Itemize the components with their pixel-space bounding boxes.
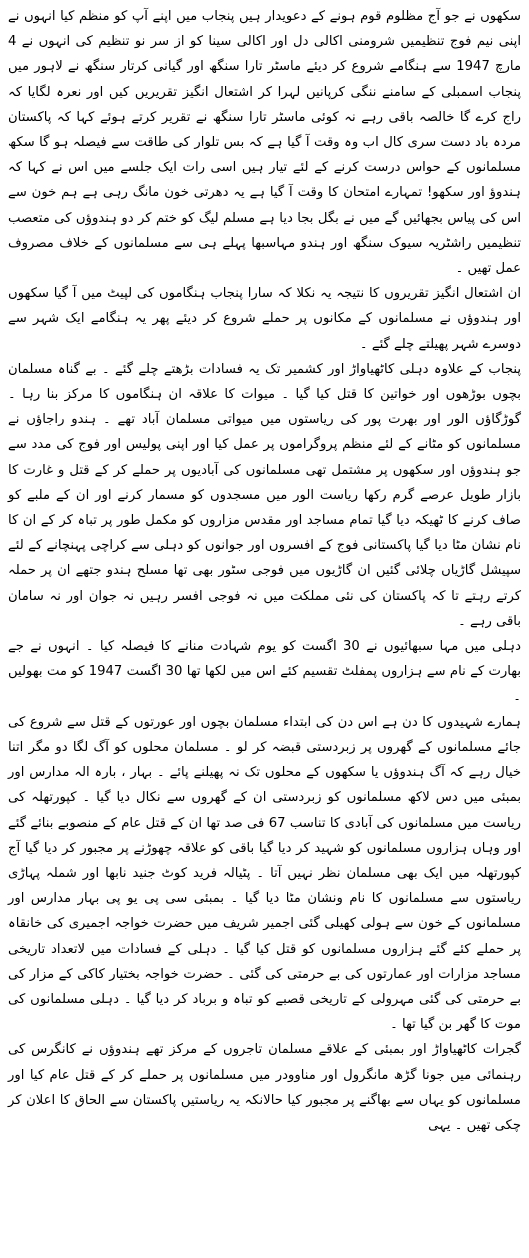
paragraph-martyrs-day: ہمارے شہیدوں کا دن ہے اس دن کی ابتداء مسلمان بچوں اور عورتوں کے قتل سے شروع کی جائے مسلمانوں کے گھروں پر زبردستی قبضہ کر لو ۔ مسلمان محلوں کو آگ لگا دو مگر اتنا خیال رہے کہ آگ ہندوؤں یا سکھوں کے محلوں تک نہ پھیلنے پائے ۔ بہار ، بارہ الہ مدارس اور بمبئی میں دس لاکھ مسلمانوں کو زبردستی ان کے گھروں سے نکال دیا گیا ۔ کپورتھلہ کی ریاست میں مسلمانوں کی آبادی کا تناسب 67 فی صد تھا ان کے قتل عام کے منصوبے بنائے گئے اور وہاں ہزاروں مسلمانوں کو شہید کر دیا گیا باقی کو علاقہ چھوڑنے پر مجبور کر دیا گیا آج کپورتھلہ میں ایک بھی مسلمان نظر نہیں آتا ۔ پٹیالہ فرید کوٹ جنید نابھا اور شملہ پہاڑی ریاستوں سے مسلمانوں کا نام ونشان مٹا دیا گیا ۔ بمبئی سی پی یو پی بہار مدارس اور مسلمانوں کے خون سے ہولی کھیلی گئی اجمیر شریف میں حضرت خواجہ اجمیری کی خانقاہ پر حملے کئے گئے ہزاروں مسلمانوں کو قتل کیا گیا ۔ دہلی کے فسادات میں لاتعداد تاریخی مساجد مزارات اور عمارتوں کی بے حرمتی کی گئی ۔ حضرت خواجہ بختیار کاکی کے مزار کی بے حرمتی کی گئی مہرولی کے تاریخی قصبے کو تباہ و برباد کر دیا گیا ۔ دہلی مسلمانوں کی موت کا گھر بن گیا تھا ۔	[8, 714, 522, 1033]
paragraph-delhi-pamphlets: دہلی میں مہا سبھائیوں نے 30 اگست کو یوم شہادت منانے کا فیصلہ کیا ۔ انہوں نے جے بھارت کے نام سے ہزاروں پمفلٹ تقسیم کئے اس میں لکھا تھا 30 اگست 1947 کو مت بھولیں ۔	[8, 639, 522, 705]
paragraph-gujarat: گجرات کاٹھیاواڑ اور بمبئی کے علاقے مسلمان تاجروں کے مرکز تھے ہندوؤں نے کانگرس کی رہنمائی میں جونا گڑھ مانگرول اور مناوودر میں مسلمانوں پر حملے کر کے قتل عام کیا اور مسلمانوں کو یہاں سے بھاگنے پر مجبور کیا حالانکہ یہ ریاستیں پاکستان سے الحاق کا اعلان کر چکی تھیں ۔ یہی	[8, 1042, 521, 1133]
paragraph-sikh-organization: سکھوں نے جو آج مظلوم قوم ہونے کے دعویدار ہیں پنجاب میں اپنے آپ کو منظم کیا انہوں نے اپنی نیم فوج تنظیمیں شرومنی اکالی دل اور اکالی سینا کو از سر نو تنظیم کی انہوں نے 4 مارچ 1947 سے ہنگامے شروع کر دیئے ماسٹر تارا سنگھ اور گیانی کرتار سنگھ نے لاہور میں پنجاب اسمبلی کے سامنے ننگی کرپانیں لہرا کر اشتعال انگیز تقریریں کیں اور نعرہ لگایا کہ راج کرے گا خالصہ باقی رہے نہ کوئی ماسٹر تارا سنگھ نے تقریر کرتے ہوئے کہا کہ پاکستان مردہ باد دست سری کال اب وہ وقت آ گیا ہے کہ بس تلوار کی طاقت سے فیصلہ ہو گا سکھ مسلمانوں کے حواس درست کرنے کے لئے تیار ہیں اسی رات ایک جلسے میں اس نے کہا کہ ہندوؤ اور سکھو! تمہارے امتحان کا وقت آ گیا ہے یہ دھرتی خون مانگ رہی ہے ہم خون سے اس کی پیاس بجھائیں گے میں نے بگل بجا دیا ہے مسلم لیگ کو ختم کر دو ہندوؤں کی متعصب تنظیمیں راشٹریہ سیوک سنگھ اور ہندو مہاسبھا پہلے ہی سے مسلمانوں کے خلاف مصروف عمل تھیں ۔	[8, 9, 522, 277]
paragraph-mewat-violence: پنجاب کے علاوہ دہلی کاٹھیاواڑ اور کشمیر تک یہ فسادات بڑھتے چلے گئے ۔ بے گناہ مسلمان بچوں بوڑھوں اور خواتین کا قتل کیا گیا ۔ میوات کا علاقہ ان ہنگاموں کا مرکز بنا رہا ۔ گوڑگاؤں الور اور بھرت پور کی ریاستوں میں میواتی مسلمان آباد تھے ۔ ہندو راجاؤں نے مسلمانوں کو مٹانے کے لئے منظم پروگراموں پر عمل کیا اور اپنی پولیس اور فوج کی مدد سے جو ہندوؤں اور سکھوں پر مشتمل تھی مسلمانوں کی آبادیوں پر حملے کر کے قتل و غارت کا بازار طویل عرصے گرم رکھا ریاست الور میں مسجدوں کو مسمار کرنے اور ان کے ملبے کو صاف کرنے کا ٹھیکہ دیا گیا تمام مساجد اور مقدس مزاروں کو مکمل طور پر تباہ کر کے ان کا نام نشان مٹا دیا گیا پاکستانی فوج کے افسروں اور جوانوں کو دہلی سے کراچی پہنچانے کے لئے سپیشل گاڑیاں چلائی گئیں ان گاڑیوں میں فوجی سٹور بھی تھا مسلح ہندو جتھے ان پر حملہ کرتے رہتے تا کہ پاکستان کی نئی مملکت میں نہ فوجی افسر رہیں نہ جوان اور نہ سامان باقی رہے ۔	[8, 361, 521, 629]
paragraph-punjab-riots: ان اشتعال انگیز تقریروں کا نتیجہ یہ نکلا کہ سارا پنجاب ہنگاموں کی لپیٹ میں آ گیا سکھوں اور ہندوؤں نے مسلمانوں کے مکانوں پر حملے شروع کر دیئے پھر یہ ہنگامے ایک شہر سے دوسرے شہر پھیلتے چلے گئے ۔	[8, 286, 521, 352]
